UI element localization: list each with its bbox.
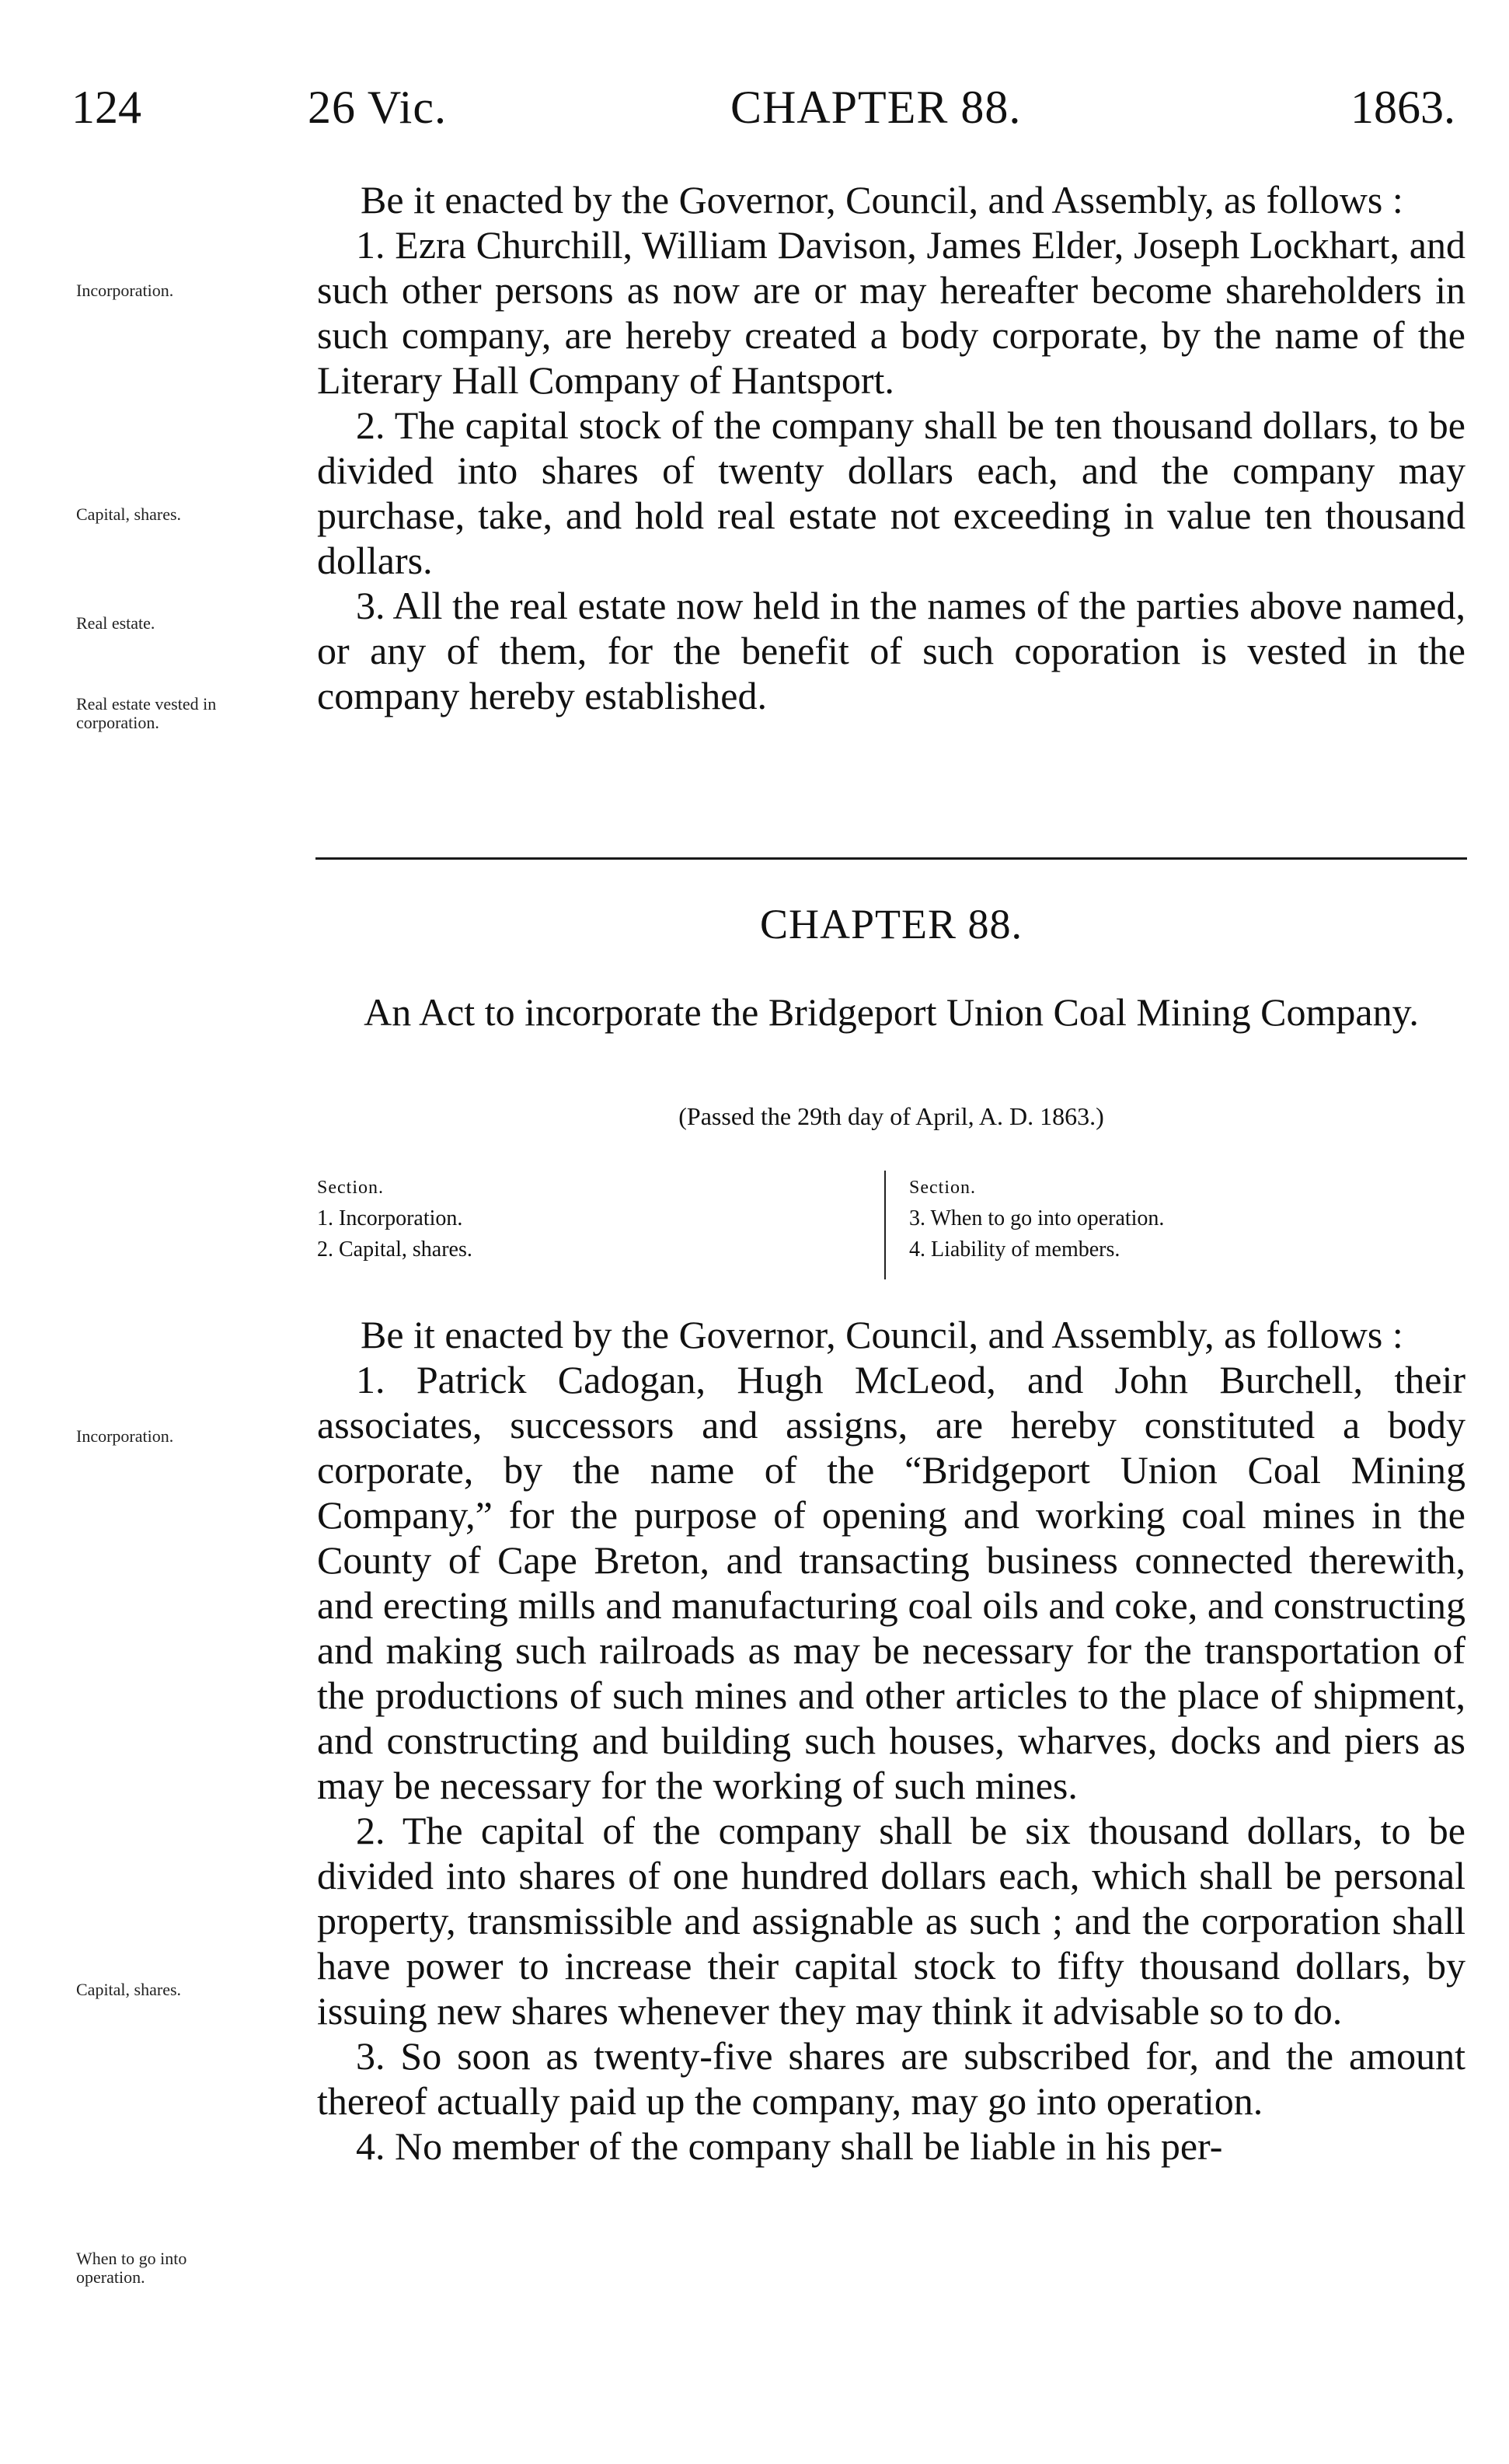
page-number: 124 xyxy=(71,82,141,133)
regnal-year: 26 Vic. xyxy=(308,82,447,133)
margin-note-incorporation: Incorporation. xyxy=(76,281,174,300)
margin-note-when-to-go-into-operation: When to go into operation. xyxy=(76,2249,187,2287)
toc-item: 1. Incorporation. xyxy=(317,1206,463,1230)
toc-right-heading: Section. xyxy=(909,1178,976,1198)
toc-item: 3. When to go into operation. xyxy=(909,1206,1165,1230)
enacting-clause: Be it enacted by the Governor, Council, and Assembly, as follows : xyxy=(361,1313,1403,1356)
running-chapter-title: CHAPTER 88. xyxy=(730,82,1022,133)
section-2: 2. The capital of the company shall be six thousand dollars, to be divided into shares of one hundred dollars each, which shall be personal property, transmissible and assignable as such ; and the corporation shall have power to increase their capital stock to fifty thousand dollars, by issuing new shares whenever they may think it advisable so to do. xyxy=(317,1809,1465,2033)
margin-note-real-estate: Real estate. xyxy=(76,613,155,633)
section-4: 4. No member of the company shall be liable in his per- xyxy=(356,2124,1223,2168)
margin-note-incorporation: Incorporation. xyxy=(76,1426,174,1446)
previous-act-body xyxy=(317,177,1465,718)
passed-date: (Passed the 29th day of April, A. D. 1863.) xyxy=(678,1102,1104,1130)
toc-item: 2. Capital, shares. xyxy=(317,1237,472,1262)
previous-section-3: 3. All the real estate now held in the names of the parties above named, or any of them, for the benefit of such coporation is vested in the company hereby established. xyxy=(317,584,1465,717)
header-year: 1863. xyxy=(1350,82,1455,133)
section-divider-rule xyxy=(315,857,1467,860)
toc-divider xyxy=(884,1171,886,1279)
toc-left-heading: Section. xyxy=(317,1178,384,1198)
chapter-88-body xyxy=(317,1312,1465,2169)
previous-section-1: 1. Ezra Churchill, William Davison, James Elder, Joseph Lockhart, and such other persons as now are or may hereafter become shareholders in such company, are hereby created a body corporate, by the name of the Literary Hall Company of Hantsport. xyxy=(317,223,1465,402)
previous-section-2: 2. The capital stock of the company shall be ten thousand dollars, to be divided into shares of twenty dollars each, and the company may purchase, take, and hold real estate not exceeding in value ten thousand dollars. xyxy=(317,403,1465,582)
margin-note-capital-shares: Capital, shares. xyxy=(76,1980,182,1999)
act-title: An Act to incorporate the Bridgeport Union Coal Mining Company. xyxy=(364,990,1419,1034)
margin-note-capital-shares: Capital, shares. xyxy=(76,504,182,524)
section-3: 3. So soon as twenty-five shares are subscribed for, and the amount thereof actually paid up the company, may go into operation. xyxy=(317,2034,1465,2123)
toc-left-column xyxy=(317,1172,861,1265)
previous-enacting-clause: Be it enacted by the Governor, Council, and Assembly, as follows : xyxy=(361,178,1403,222)
chapter-title: CHAPTER 88. xyxy=(759,901,1023,948)
margin-note-real-estate-vested: Real estate vested in corporation. xyxy=(76,694,217,732)
toc-item: 4. Liability of members. xyxy=(909,1237,1120,1262)
section-1: 1. Patrick Cadogan, Hugh McLeod, and John Burchell, their associates, successors and assigns, are hereby constituted a body corporate, by the name of the “Bridgeport Union Coal Mining Company,” for the purpose of opening and working coal mines in the County of Cape Breton, and transacting business connected therewith, and erecting mills and manufacturing coal oils and coke, and constructing and making such railroads as may be necessary for the transportation of the productions of such mines and other articles to the place of shipment, and constructing and building such houses, wharves, docks and piers as may be necessary for the working of such mines. xyxy=(317,1358,1465,1807)
toc-right-column xyxy=(909,1172,1469,1265)
